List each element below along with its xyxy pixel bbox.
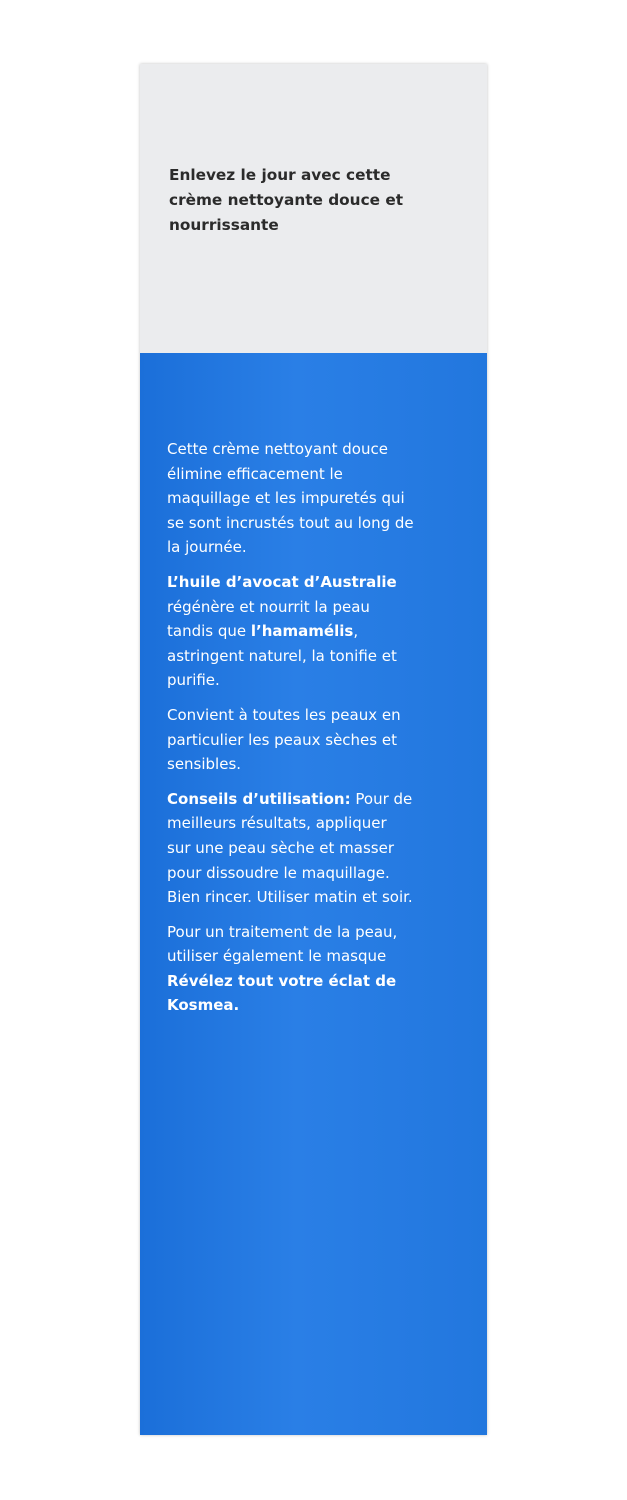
text-line: sur une peau sèche et masser: [167, 838, 394, 857]
text-line: élimine efficacement le: [167, 464, 343, 483]
text-punctuation: ,: [353, 622, 359, 641]
ingredient-name: l’hamamélis: [250, 622, 354, 641]
ingredient-name: L’huile d’avocat d’Australie: [167, 572, 397, 591]
usage-heading: Conseils d’utilisation:: [167, 789, 351, 808]
text-line: sensibles.: [167, 755, 242, 774]
text-line: se sont incrustés tout au long de: [167, 513, 414, 532]
description-text-block: [167, 437, 477, 1028]
text-line: Bien rincer. Utiliser matin et soir.: [167, 888, 413, 907]
recommendation-paragraph: [167, 920, 477, 1018]
text-line: maquillage et les impuretés qui: [167, 489, 405, 508]
headline-line: crème nettoyante douce et: [169, 191, 404, 209]
text-line: la journée.: [167, 538, 247, 557]
text-line: Cette crème nettoyant douce: [167, 440, 388, 458]
text-line: Pour un traitement de la peau,: [167, 922, 398, 941]
product-name: Révélez tout votre éclat de: [167, 971, 397, 990]
text-line: purifie.: [167, 671, 220, 690]
text-line: régénère et nourrit la peau: [167, 597, 370, 616]
headline-line: Enlevez le jour avec cette: [169, 166, 391, 184]
text-line: utiliser également le masque: [167, 947, 387, 966]
text-line: particulier les peaux sèches et: [167, 730, 397, 749]
headline-line: nourrissante: [169, 216, 279, 234]
box-top-light-panel: [140, 64, 487, 353]
text-line: tandis que: [167, 622, 247, 641]
product-box-side-panel: [140, 64, 487, 1435]
headline-text: [169, 163, 469, 238]
text-line: Pour de: [355, 789, 413, 808]
skin-type-paragraph: [167, 703, 477, 777]
text-line: pour dissoudre le maquillage.: [167, 863, 390, 882]
ingredients-paragraph: [167, 570, 477, 693]
brand-name: Kosmea.: [167, 996, 240, 1015]
text-line: meilleurs résultats, appliquer: [167, 814, 387, 833]
usage-paragraph: [167, 787, 477, 910]
text-line: Convient à toutes les peaux en: [167, 705, 401, 724]
description-paragraph: [167, 437, 477, 560]
text-line: astringent naturel, la tonifie et: [167, 646, 397, 665]
